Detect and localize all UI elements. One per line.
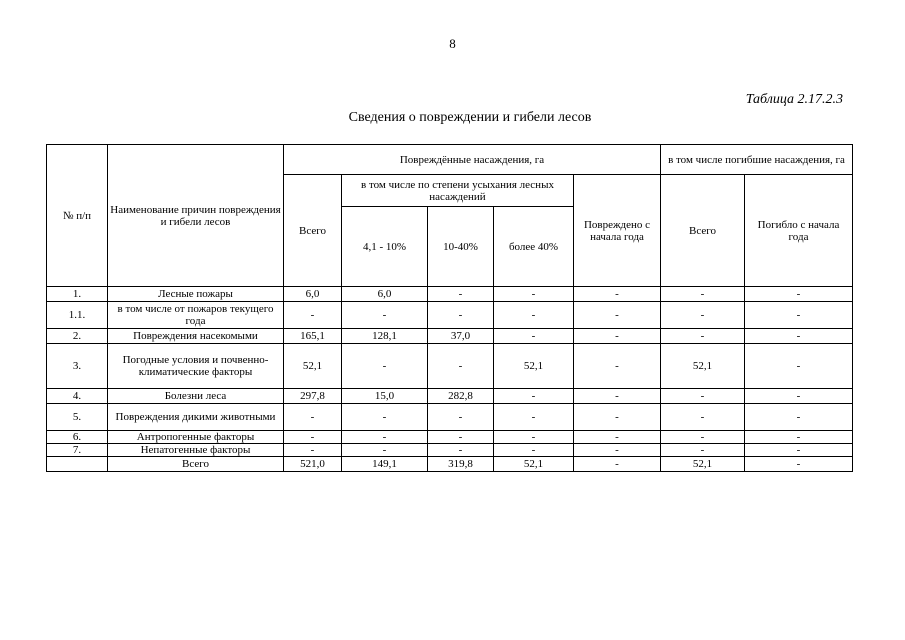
cell-d1: -: [342, 302, 428, 329]
cell-d2: -: [428, 344, 494, 389]
cell-d1: -: [342, 431, 428, 444]
cell-dead-since: -: [745, 457, 853, 472]
cell-d1: -: [342, 444, 428, 457]
cell-d2: 319,8: [428, 457, 494, 472]
cell-d2: -: [428, 287, 494, 302]
cell-d1: -: [342, 404, 428, 431]
cell-total: 297,8: [284, 389, 342, 404]
cell-d3: -: [494, 287, 574, 302]
cell-total: -: [284, 302, 342, 329]
header-degree-3: более 40%: [494, 207, 574, 287]
cell-dead: -: [661, 329, 745, 344]
table-row: [47, 457, 853, 472]
cell-dead-since: -: [745, 444, 853, 457]
cell-total: 521,0: [284, 457, 342, 472]
cell-dead-since: -: [745, 302, 853, 329]
table-row: [47, 431, 853, 444]
table-title: Сведения о повреждении и гибели лесов: [348, 110, 592, 125]
cell-total: -: [284, 444, 342, 457]
cell-d3: -: [494, 329, 574, 344]
cell-since: -: [574, 444, 661, 457]
cell-d3: -: [494, 444, 574, 457]
cell-dead: 52,1: [661, 344, 745, 389]
header-name: Наименование причин повреждения и гибели лесов: [108, 145, 284, 287]
header-degree-2: 10-40%: [428, 207, 494, 287]
cell-total: 6,0: [284, 287, 342, 302]
cell-name: Повреждения дикими животными: [108, 404, 284, 431]
cell-num: 1.: [47, 287, 108, 302]
cell-num: 1.1.: [47, 302, 108, 329]
cell-num: 4.: [47, 389, 108, 404]
cell-d2: -: [428, 444, 494, 457]
cell-name: Всего: [108, 457, 284, 472]
cell-since: -: [574, 457, 661, 472]
table-row: [47, 444, 853, 457]
cell-name: Непатогенные факторы: [108, 444, 284, 457]
cell-total: -: [284, 404, 342, 431]
cell-num: 2.: [47, 329, 108, 344]
cell-since: -: [574, 389, 661, 404]
cell-total: -: [284, 431, 342, 444]
cell-dead: -: [661, 431, 745, 444]
cell-total: 165,1: [284, 329, 342, 344]
cell-d3: -: [494, 404, 574, 431]
table-row: [47, 302, 853, 329]
header-num: № п/п: [47, 145, 108, 287]
cell-name: Погодные условия и почвенно-климатические факторы: [108, 344, 284, 389]
cell-d2: -: [428, 302, 494, 329]
cell-d2: -: [428, 404, 494, 431]
cell-since: -: [574, 431, 661, 444]
cell-d3: 52,1: [494, 344, 574, 389]
cell-d2: 282,8: [428, 389, 494, 404]
cell-dead: -: [661, 302, 745, 329]
header-total: Всего: [284, 175, 342, 287]
cell-dead-since: -: [745, 431, 853, 444]
cell-name: Лесные пожары: [108, 287, 284, 302]
cell-since: -: [574, 329, 661, 344]
header-dead-total: Всего: [661, 175, 745, 287]
cell-dead-since: -: [745, 404, 853, 431]
header-by-degree: в том числе по степени усыхания лесных насаждений: [342, 175, 574, 207]
cell-dead-since: -: [745, 287, 853, 302]
table-label: Таблица 2.17.2.3: [745, 92, 843, 107]
cell-num: 7.: [47, 444, 108, 457]
table-row: [47, 389, 853, 404]
cell-since: -: [574, 404, 661, 431]
cell-d3: -: [494, 431, 574, 444]
table-row: [47, 404, 853, 431]
cell-dead: -: [661, 287, 745, 302]
cell-d2: 37,0: [428, 329, 494, 344]
cell-num: [47, 457, 108, 472]
cell-dead-since: -: [745, 329, 853, 344]
cell-name: Антропогенные факторы: [108, 431, 284, 444]
table-body: [47, 287, 853, 472]
header-dead-since-start: Погибло с начала года: [745, 175, 853, 287]
cell-num: 5.: [47, 404, 108, 431]
cell-dead: -: [661, 444, 745, 457]
cell-num: 3.: [47, 344, 108, 389]
cell-dead: -: [661, 389, 745, 404]
page-number: 8: [449, 36, 456, 51]
header-degree-1: 4,1 - 10%: [342, 207, 428, 287]
cell-since: -: [574, 302, 661, 329]
table-row: [47, 344, 853, 389]
cell-total: 52,1: [284, 344, 342, 389]
cell-dead-since: -: [745, 344, 853, 389]
cell-since: -: [574, 344, 661, 389]
cell-dead: -: [661, 404, 745, 431]
cell-dead-since: -: [745, 389, 853, 404]
table-row: [47, 287, 853, 302]
table-row: [47, 329, 853, 344]
header-damaged-group: Повреждённые насаждения, га: [284, 145, 661, 175]
cell-d1: 149,1: [342, 457, 428, 472]
cell-d2: -: [428, 431, 494, 444]
cell-name: в том числе от пожаров текущего года: [108, 302, 284, 329]
cell-d3: 52,1: [494, 457, 574, 472]
cell-d1: 128,1: [342, 329, 428, 344]
cell-d1: 6,0: [342, 287, 428, 302]
cell-num: 6.: [47, 431, 108, 444]
cell-d1: -: [342, 344, 428, 389]
cell-dead: 52,1: [661, 457, 745, 472]
forest-damage-table: [46, 144, 853, 472]
cell-since: -: [574, 287, 661, 302]
cell-name: Болезни леса: [108, 389, 284, 404]
cell-d3: -: [494, 302, 574, 329]
cell-d3: -: [494, 389, 574, 404]
header-dead-group: в том числе погибшие насаждения, га: [661, 145, 853, 175]
cell-name: Повреждения насекомыми: [108, 329, 284, 344]
header-damaged-since-start: Повреждено с начала года: [574, 175, 661, 287]
cell-d1: 15,0: [342, 389, 428, 404]
